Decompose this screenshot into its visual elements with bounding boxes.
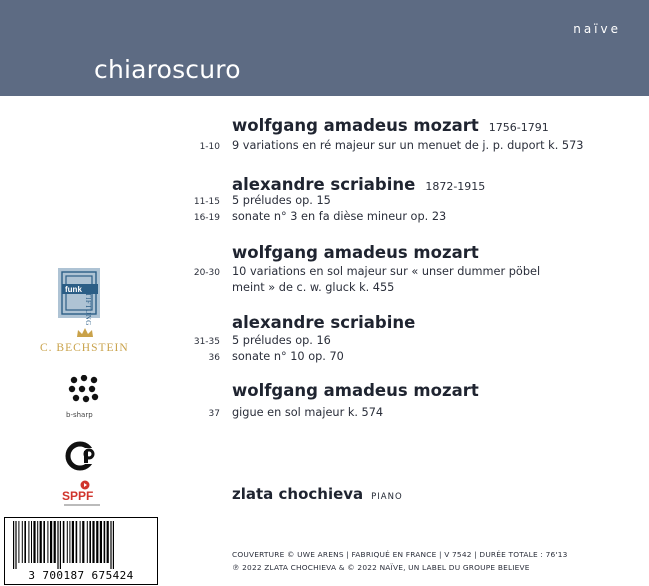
barcode-bar bbox=[96, 521, 98, 563]
composer-heading: wolfgang amadeus mozart bbox=[232, 381, 479, 400]
track-range: 16-19 bbox=[193, 213, 220, 223]
track-range: 11-15 bbox=[193, 197, 220, 207]
barcode-bar bbox=[47, 521, 48, 563]
work-title-continued: meint » de c. w. gluck k. 455 bbox=[232, 281, 395, 294]
barcode-bar bbox=[87, 521, 88, 563]
barcode-bar bbox=[54, 521, 56, 563]
sppf-text: SPPF bbox=[62, 489, 94, 503]
track-range: 31-35 bbox=[193, 337, 220, 347]
barcode-bar bbox=[33, 521, 35, 563]
barcode-bar bbox=[24, 521, 26, 563]
performer-name: zlata chochieva bbox=[232, 485, 364, 503]
composer-heading: wolfgang amadeus mozart bbox=[232, 243, 479, 262]
barcode-bar bbox=[92, 521, 94, 563]
barcode-bar bbox=[60, 521, 61, 569]
barcode-bar bbox=[22, 521, 23, 563]
credits-line: ℗ 2022 ZLATA CHOCHIEVA & © 2022 NAÏVE, UN LABEL DU GROUPE BELIEVE bbox=[232, 563, 530, 572]
credits-line: COUVERTURE © UWE ARENS | FABRIQUÉ EN FRANCE | V 7542 | DURÉE TOTALE : 76'13 bbox=[232, 550, 568, 559]
composer-heading: alexandre scriabine 1872-1915 bbox=[232, 175, 486, 194]
work-title: 5 préludes op. 16 bbox=[232, 334, 331, 347]
work-title: 10 variations en sol majeur sur « unser dummer pöbel bbox=[232, 265, 541, 278]
barcode-bar bbox=[107, 521, 109, 563]
barcode-bar bbox=[67, 521, 68, 563]
composer-heading: alexandre scriabine bbox=[232, 313, 416, 332]
barcode bbox=[4, 517, 158, 585]
performer bbox=[232, 485, 403, 503]
stiftung-text: STIFTUNG bbox=[84, 288, 92, 326]
track-range: 1-10 bbox=[199, 142, 220, 152]
barcode-bar bbox=[63, 521, 65, 563]
cnc-logo-icon bbox=[64, 439, 98, 473]
barcode-bar bbox=[31, 521, 32, 563]
composer-dates: 1872-1915 bbox=[425, 180, 486, 193]
barcode-bar bbox=[69, 521, 70, 563]
composer-dates: 1756-1791 bbox=[488, 121, 549, 134]
track-range: 20-30 bbox=[193, 268, 220, 278]
barcode-bar bbox=[15, 521, 16, 569]
work-title: 9 variations en ré majeur sur un menuet de j. p. duport k. 573 bbox=[232, 139, 584, 152]
barcode-bar bbox=[76, 521, 78, 563]
header-band bbox=[0, 0, 649, 96]
barcode-bar bbox=[28, 521, 29, 563]
barcode-bar bbox=[18, 521, 19, 563]
barcode-bar bbox=[104, 521, 106, 563]
barcode-bar bbox=[50, 521, 52, 563]
sppf-logo bbox=[62, 480, 108, 508]
barcode-bar bbox=[100, 521, 102, 563]
b-sharp-icon bbox=[68, 375, 100, 403]
bechstein-text: C. BECHSTEIN bbox=[40, 342, 129, 354]
barcode-bar bbox=[110, 521, 111, 569]
record-label: naïve bbox=[573, 22, 621, 36]
barcode-bar bbox=[72, 521, 74, 563]
barcode-bar bbox=[57, 521, 58, 569]
barcode-bar bbox=[37, 521, 38, 563]
sppf-divider bbox=[64, 504, 100, 506]
barcode-bar bbox=[80, 521, 81, 563]
track-range: 37 bbox=[208, 409, 220, 419]
cnc-logo bbox=[64, 439, 98, 473]
performer-role: PIANO bbox=[371, 492, 403, 502]
barcode-bar bbox=[40, 521, 42, 563]
composer-heading: wolfgang amadeus mozart 1756-1791 bbox=[232, 116, 549, 135]
funk-logo-word: funk bbox=[65, 285, 82, 294]
barcode-bar bbox=[89, 521, 91, 563]
barcode-digits: 3 700187 675424 bbox=[28, 569, 134, 582]
work-title: sonate n° 3 en fa dièse mineur op. 23 bbox=[232, 210, 447, 223]
track-range: 36 bbox=[208, 353, 220, 363]
bechstein-logo bbox=[40, 327, 130, 361]
crown-icon bbox=[75, 327, 95, 339]
barcode-bar bbox=[82, 521, 84, 563]
funk-stiftung-logo bbox=[56, 266, 116, 326]
barcode-bar bbox=[13, 521, 14, 569]
b-sharp-logo bbox=[62, 375, 106, 423]
work-title: 5 préludes op. 15 bbox=[232, 194, 331, 207]
barcode-bar bbox=[43, 521, 45, 563]
series-title: chiaroscuro bbox=[94, 55, 241, 84]
work-title: gigue en sol majeur k. 574 bbox=[232, 406, 384, 419]
work-title: sonate n° 10 op. 70 bbox=[232, 350, 344, 363]
barcode-bars bbox=[11, 521, 151, 569]
barcode-bar bbox=[113, 521, 114, 569]
b-sharp-text: b-sharp bbox=[66, 411, 93, 419]
